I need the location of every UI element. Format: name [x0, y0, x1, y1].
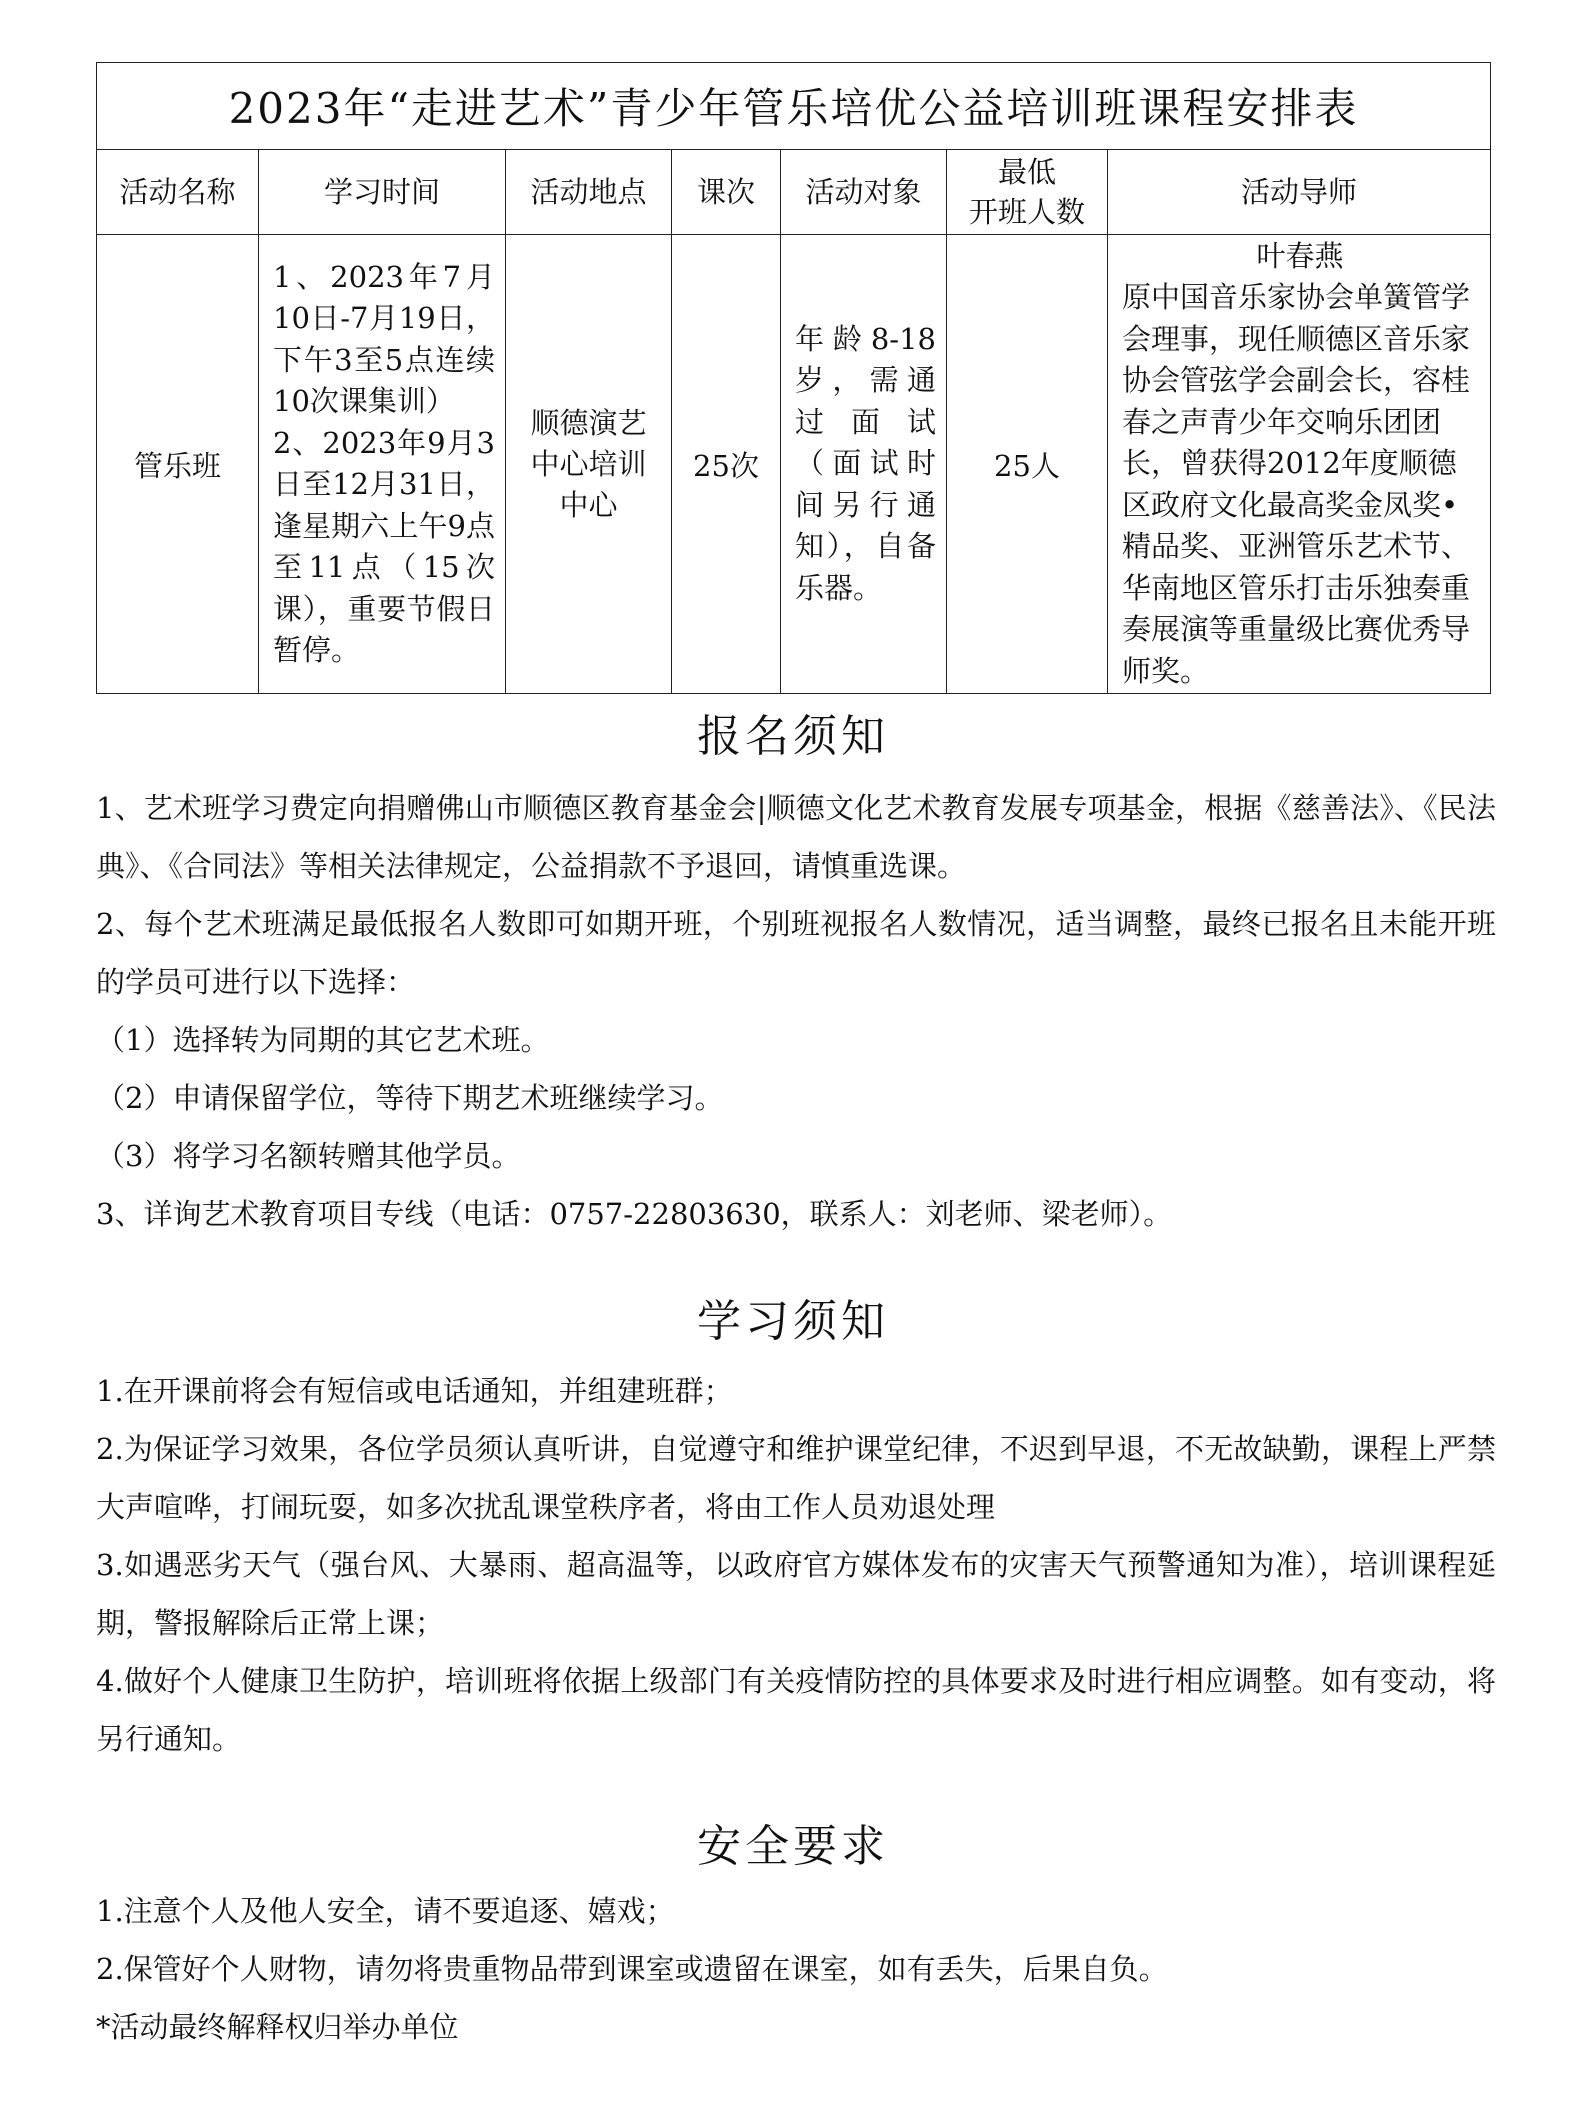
header-sessions: 课次 [672, 150, 781, 235]
table-title: 2023年“走进艺术”青少年管乐培优公益培训班课程安排表 [97, 63, 1491, 150]
registration-list [96, 779, 1496, 1243]
safety-title: 安全要求 [697, 1821, 889, 1872]
list-item: 3.如遇恶劣天气（强台风、大暴雨、超高温等，以政府官方媒体发布的灾害天气预警通知为准），培训课程延期，警报解除后正常上课； [96, 1548, 1496, 1640]
study-title: 学习须知 [697, 1296, 889, 1347]
list-item: 1.注意个人及他人安全，请不要追逐、嬉戏； [96, 1894, 675, 1928]
list-item: （2）申请保留学位，等待下期艺术班继续学习。 [96, 1081, 724, 1115]
list-item: （3）将学习名额转赠其他学员。 [96, 1139, 521, 1173]
list-item: 1、艺术班学习费定向捐赠佛山市顺德区教育基金会|顺德文化艺术教育发展专项基金，根据《慈善法》、《民法典》、《合同法》等相关法律规定，公益捐款不予退回，请慎重选课。 [96, 791, 1496, 883]
header-study-time: 学习时间 [259, 150, 506, 235]
registration-title: 报名须知 [697, 711, 889, 762]
safety-list [96, 1882, 1496, 2056]
table-row [97, 235, 1491, 694]
footnote: *活动最终解释权归举办单位 [96, 2010, 459, 2044]
cell-mentor [1108, 235, 1491, 694]
table-header-row [97, 150, 1491, 235]
list-item: 4.做好个人健康卫生防护，培训班将依据上级部门有关疫情防控的具体要求及时进行相应调整。如有变动，将另行通知。 [96, 1664, 1496, 1756]
list-item: 2.保管好个人财物，请勿将贵重物品带到课室或遗留在课室，如有丢失，后果自负。 [96, 1952, 1168, 1986]
cell-target: 年龄8-18岁，需通过面试（面试时间另行通知），自备乐器。 [781, 235, 947, 694]
cell-min-people: 25人 [947, 235, 1108, 694]
list-item: 2.为保证学习效果，各位学员须认真听讲，自觉遵守和维护课堂纪律，不迟到早退，不无故缺勤，课程上严禁大声喧哗，打闹玩耍，如多次扰乱课堂秩序者，将由工作人员劝退处理 [96, 1432, 1496, 1524]
list-item: 3、详询艺术教育项目专线（电话：0757-22803630，联系人：刘老师、梁老师）。 [96, 1197, 1173, 1231]
header-min-people: 最低 开班人数 [947, 150, 1108, 235]
list-item: 2、每个艺术班满足最低报名人数即可如期开班，个别班视报名人数情况，适当调整，最终已报名且未能开班的学员可进行以下选择： [96, 907, 1496, 999]
mentor-bio: 原中国音乐家协会单簧管学会理事，现任顺德区音乐家协会管弦学会副会长，容桂春之声青少年交响乐团团长，曾获得2012年度顺德区政府文化最高奖金凤奖•精品奖、亚洲管乐艺术节、华南地区管乐打击乐独奏重奏展演等重量级比赛优秀导师奖。 [1122, 280, 1471, 688]
cell-sessions: 25次 [672, 235, 781, 694]
mentor-name: 叶春燕 [1256, 238, 1344, 273]
cell-location: 顺德演艺中心培训中心 [506, 235, 672, 694]
header-mentor: 活动导师 [1108, 150, 1491, 235]
cell-study-time: 1、2023年7月10日-7月19日，下午3至5点连续10次课集训） 2、2023年9月3日至12月31日，逢星期六上午9点至11点（15次课），重要节假日暂停。 [259, 235, 506, 694]
header-activity-name: 活动名称 [97, 150, 259, 235]
study-list [96, 1362, 1496, 1768]
cell-activity-name: 管乐班 [97, 235, 259, 694]
header-location: 活动地点 [506, 150, 672, 235]
course-schedule-table [96, 62, 1491, 694]
list-item: 1.在开课前将会有短信或电话通知，并组建班群； [96, 1374, 733, 1408]
list-item: （1）选择转为同期的其它艺术班。 [96, 1023, 550, 1057]
header-target: 活动对象 [781, 150, 947, 235]
